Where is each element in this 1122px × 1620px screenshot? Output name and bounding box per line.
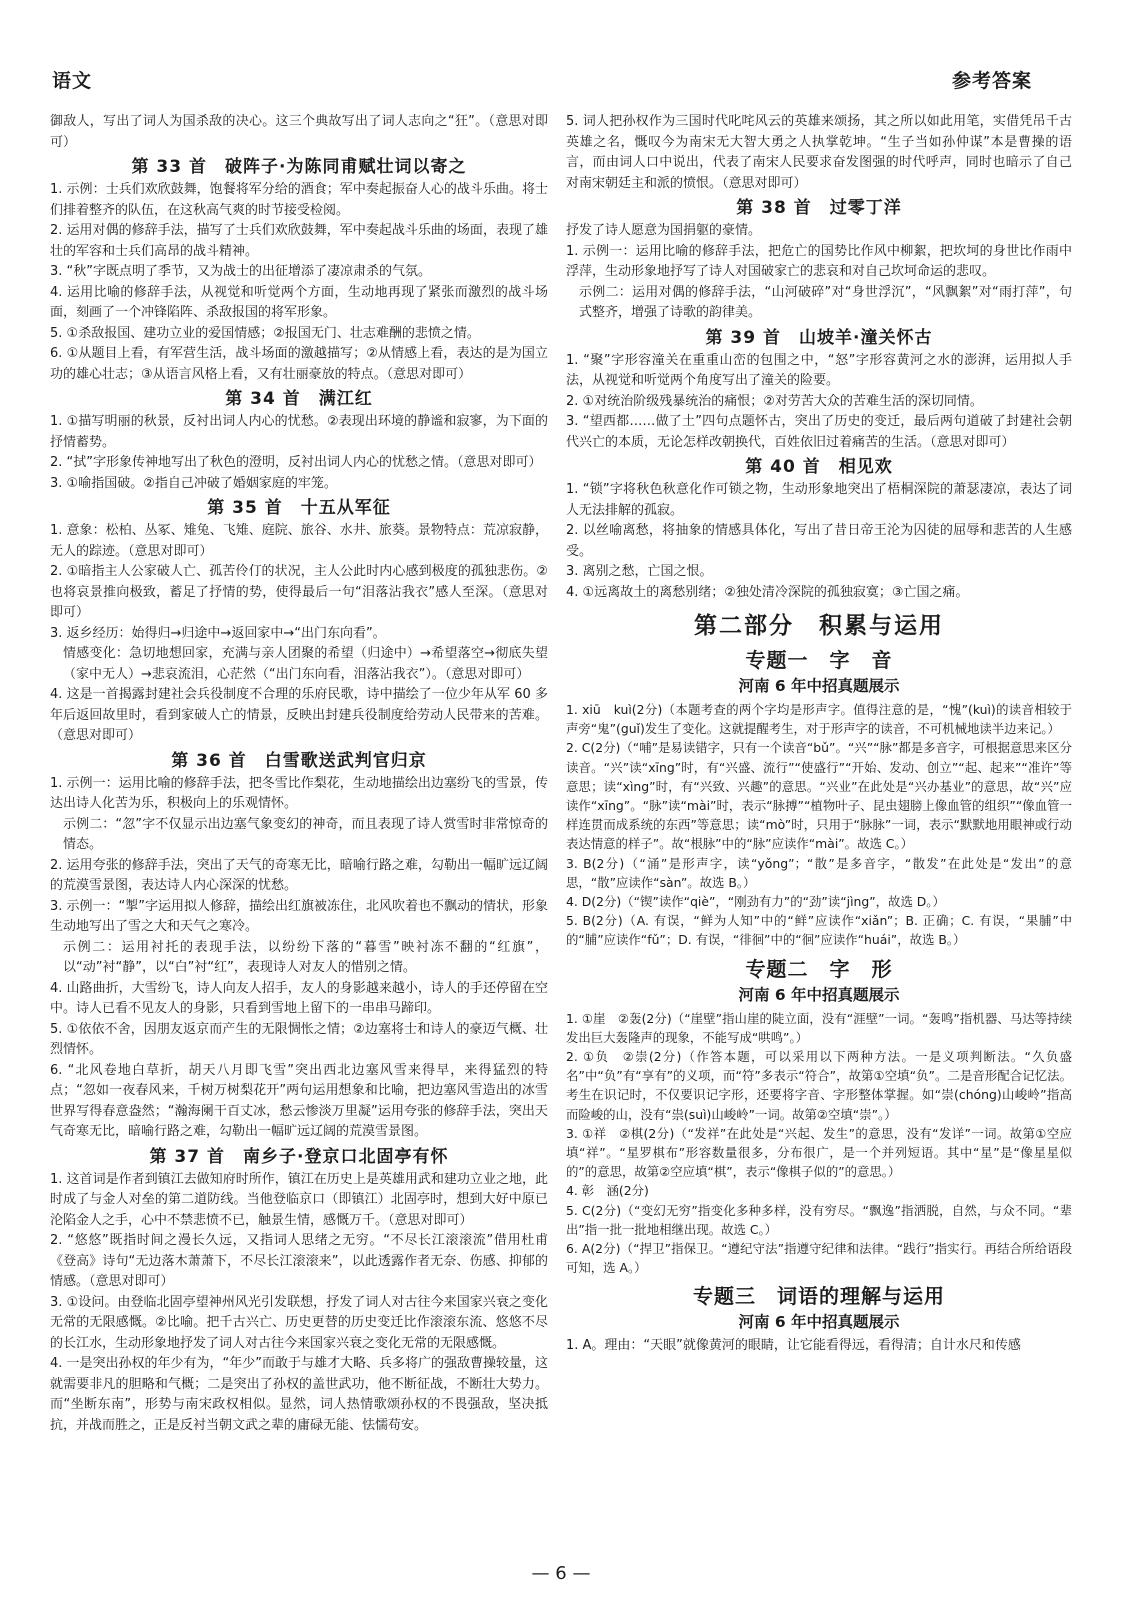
answer-item: 1. 示例一：运用比喻的修辞手法，把冬雪比作梨花，生动地描绘出边塞纷飞的雪景，传达出诗人化苦为乐，积极向上的乐观情怀。 xyxy=(50,775,548,811)
topic-1-title: 专题一 字 音 xyxy=(745,648,893,672)
answer-item: 3. ①祥 ②棋(2分)（“发祥”在此处是“兴起、发生”的意思，没有“发详”一词。故第①空应填“祥”。“星罗棋布”形容数量很多，分布很广，是一个并列短语。其中“星”是“像星星似的”的意思，故第②空应填“棋”，表示“像棋子似的”的意思。） xyxy=(566,1125,1072,1180)
answer-item: 1. ①崖 ②轰(2分)（“崖壁”指山崖的陡立面，没有“涯壁”一词。“轰鸣”指机器、马达等持续发出巨大轰隆声的现象，不能写成“哄鸣”。） xyxy=(566,1010,1072,1045)
answer-item: 1. ①描写明丽的秋景，反衬出词人内心的忧愁。②表现出环境的静谧和寂寥，为下面的抒情蓄势。 xyxy=(50,414,548,450)
answer-item: 3. “秋”字既点明了季节，又为战士的出征增添了凄凉肃杀的气氛。 xyxy=(50,264,432,279)
answer-item: 4. 山路曲折，大雪纷飞，诗人向友人招手，友人的身影越来越小，诗人的手还停留在空中。诗人已看不见友人的身影，只看到雪地上留下的一串串马蹄印。 xyxy=(50,980,548,1016)
answer-item: 4. 彰 涵(2分) xyxy=(566,1183,649,1199)
answer-item: 1. “锁”字将秋色秋意化作可锁之物，生动形象地突出了梧桐深院的萧瑟凄凉，表达了词人无法排解的孤寂。 xyxy=(566,482,1072,518)
topic-3-title: 专题三 词语的理解与运用 xyxy=(693,1284,945,1309)
answer-subitem: 情感变化：急切地想回家，充满与亲人团聚的希望（归途中）→希望落空→彻底失望（家中无人）→悲哀流泪，心茫然（“出门东向看，泪落沾我衣”）。（意思对即可） xyxy=(63,646,548,682)
answer-item: 5. ①依依不舍，因朋友返京而产生的无限惆怅之情；②边塞将士和诗人的豪迈气概、壮烈情怀。 xyxy=(50,1021,548,1057)
answer-item: 1. 意象：松柏、丛冢、雉兔、飞雉、庭院、旅谷、水井、旅葵。景物特点：荒凉寂静，无人的踪迹。（意思对即可） xyxy=(50,523,548,559)
answer-item: 5. 词人把孙权作为三国时代叱咤风云的英雄来颂扬，其之所以如此用笔，实借凭吊千古英雄之名，慨叹今为南宋无大智大勇之人执掌乾坤。“生子当如孙仲谋”本是曹操的语言，而由词人口中说出，代表了南宋人民要求奋发图强的时代呼声，同时也暗示了自己对南宋朝廷主和派的愤恨。（意思对即可） xyxy=(566,114,1072,191)
subject-label: 语文 xyxy=(52,70,93,92)
answer-item: 4. 这是一首揭露封建社会兵役制度不合理的乐府民歌，诗中描绘了一位少年从军 60 多年后返回故里时，看到家破人亡的情景，反映出封建兵役制度给劳动人民带来的苦难。（意思对即可） xyxy=(50,687,548,743)
answer-item: 3. B(2分)（“涌”是形声字，读“yǒng”；“散”是多音字，“散发”在此处是“发出”的意思，“散”应读作“sàn”。故选 B。） xyxy=(566,855,1072,890)
poem-34-title: 第 34 首 满江红 xyxy=(225,389,373,409)
topic-2-answers xyxy=(566,1009,1072,1278)
poem-38-title: 第 38 首 过零丁洋 xyxy=(736,198,902,218)
answer-item: 4. ①远离故土的离愁别绪；②独处清冷深院的孤独寂寞；③亡国之痛。 xyxy=(566,584,969,600)
answer-item: 3. “望西都……做了土”四句点题怀古，突出了历史的变迁，最后两句道破了封建社会朝代兴亡的本质，无论怎样改朝换代，百姓依旧过着痛苦的生活。（意思对即可） xyxy=(566,414,1072,450)
topic-1-answers xyxy=(566,700,1072,950)
answer-item: 5. ①杀敌报国、建功立业的爱国情感；②报国无门、壮志难酬的悲愤之情。 xyxy=(50,325,480,341)
answer-subitem: 示例二：运用衬托的表现手法，以纷纷下落的“暮雪”映衬冻不翻的“红旗”，以“动”衬“静”，以“白”衬“红”，表现诗人对友人的惜别之情。 xyxy=(63,939,548,975)
answer-item: 3. 返乡经历：始得归→归途中→返回家中→“出门东向看”。 xyxy=(50,625,386,641)
answer-item: 1. 这首词是作者到镇江去做知府时所作，镇江在历史上是英雄用武和建功立业之地，此时成了与金人对垒的第二道防线。当他登临京口（即镇江）北固亭时，想到大好中原已沦陷金人之手，心中不禁悲愤不已，触景生情，感慨万千。（意思对即可） xyxy=(50,1171,548,1228)
answer-item: 4. D(2分)（“锲”读作“qiè”，“刚劲有力”的“劲”读“jìng”，故选 D。） xyxy=(566,894,945,910)
answer-item: 2. “悠悠”既指时间之漫长久远，又指词人思绪之无穷。“不尽长江滚滚流”借用杜甫《登高》诗句“无边落木萧萧下，不尽长江滚滚来”，以此透露作者无奈、伤感、抑郁的情感。（意思对即可） xyxy=(50,1233,548,1289)
poem-35-title: 第 35 首 十五从军征 xyxy=(207,498,391,518)
answer-item: 2. ①负 ②崇(2分)（作答本题，可以采用以下两种方法。一是义项判断法。“久负盛名”中“负”有“享有”的义项，而“符”多表示“符合”，故第①空填“负”。二是音形配合记忆法。考生在识记时，不仅要识记字形，还要将字音、字形整体掌握。如“崇(chóng)山峻岭”指高而险峻的山，没有“祟(suì)山峻岭”一词。故第②空填“崇”。） xyxy=(566,1049,1072,1122)
poem-36-title: 第 36 首 白雪歌送武判官归京 xyxy=(171,750,427,771)
answer-item: 5. B(2分)（A. 有误，“鲜为人知”中的“鲜”应读作“xiǎn”；B. 正确；C. 有误，“果脯”中的“脯”应读作“fǔ”；D. 有误，“徘徊”中的“徊”应读作“huái”，故选 B。） xyxy=(566,913,1072,948)
answer-item: 3. 离别之愁，亡国之恨。 xyxy=(566,564,713,579)
poem-40-title: 第 40 首 相见欢 xyxy=(745,457,893,477)
answer-item: 2. “拭”字形象传神地写出了秋色的澄明，反衬出词人内心的忧愁之情。（意思对即可） xyxy=(50,455,542,470)
answer-subitem: 示例二：“忽”字不仅显示出边塞气象变幻的神奇，而且表现了诗人赏雪时非常惊奇的情态。 xyxy=(63,816,548,852)
answer-item: 抒发了诗人愿意为国捐躯的豪情。 xyxy=(566,223,762,238)
answer-item: 4. 一是突出孙权的年少有为，“年少”而敢于与雄才大略、兵多将广的强敌曹操较量，这就需要非凡的胆略和气概；二是突出了孙权的盖世武功，他不断征战，不断壮大势力。而“坐断东南”，形势与南宋政权相似。显然，词人热情歌颂孙权的不畏强敌，坚决抵抗，并战而胜之，正是反衬当朝文武之辈的庸碌无能、怯懦苟安。 xyxy=(50,1356,548,1433)
answer-item: 3. ①设问。由登临北固亭望神州风光引发联想，抒发了词人对古往今来国家兴衰之变化无常的无限感慨。②比喻。把千古兴亡、历史更替的历史变迁比作滚滚东流、悠悠不尽的长江水，生动形象地抒发了词人对古往今来国家兴衰之变化无常的无限感慨。 xyxy=(50,1294,548,1351)
answer-item: 2. 运用夸张的修辞手法，突出了天气的奇寒无比，暗喻行路之难，勾勒出一幅旷远辽阔的荒漠雪景图，表达诗人内心深深的忧愁。 xyxy=(50,857,548,893)
answer-item: 2. 以丝喻离愁，将抽象的情感具体化，写出了昔日帝王沦为囚徒的屈辱和悲苦的人生感受。 xyxy=(566,523,1072,559)
answer-item: 3. ①喻指国破。②指自己冲破了婚姻家庭的牢笼。 xyxy=(50,475,337,491)
answer-item: 4. 运用比喻的修辞手法，从视觉和听觉两个方面，生动地再现了紧张而激烈的战斗场面，刻画了一个冲锋陷阵、杀敌报国的将军形象。 xyxy=(50,284,548,320)
answer-item: 2. ①暗指主人公家破人亡、孤苦伶仃的状况，主人公此时内心感到极度的孤独悲伤。②也将哀景推向极致，蓄足了抒情的势，使得最后一句“泪落沾我衣”感人至深。（意思对即可） xyxy=(50,564,548,620)
answer-item: 6. ①从题目上看，有军营生活，战斗场面的激越描写；②从情感上看，表达的是为国立功的雄心壮志；③从语言风格上看，又有壮丽豪放的特点。（意思对即可） xyxy=(50,346,548,382)
answer-item: 3. 示例一：“掣”字运用拟人修辞，描绘出红旗被冻住，北风吹着也不飘动的情状，形象生动地写出了雪之大和天气之寒冷。 xyxy=(50,898,548,934)
answer-item: 6. “北风卷地白草折，胡天八月即飞雪”突出西北边塞风雪来得早，来得猛烈的特点；“忽如一夜春风来，千树万树梨花开”两句运用想象和比喻，把边塞风雪造出的冰雪世界写得春意盎然；“瀚海阑干百丈冰，愁云惨淡万里凝”运用夸张的修辞手法，突出天气奇寒无比，暗喻行路之难，勾勒出一幅旷远辽阔的荒漠雪景图。 xyxy=(50,1062,548,1139)
answer-subitem: 示例二：运用对偶的修辞手法，“山河破碎”对“身世浮沉”，“风飘絮”对“雨打萍”，句式整齐，增强了诗歌的韵律美。 xyxy=(579,284,1072,320)
poem-37-title: 第 37 首 南乡子·登京口北固亭有怀 xyxy=(149,1146,449,1167)
answer-item: 5. C(2分)（“变幻无穷”指变化多种多样，没有穷尽。“飘逸”指洒脱，自然，与众不同。“辈出”指一批一批地相继出现。故选 C。） xyxy=(566,1202,1072,1237)
answer-item: 2. 运用对偶的修辞手法，描写了士兵们欢欣鼓舞，军中奏起战斗乐曲的场面，表现了雄壮的军容和士兵们高昂的战斗精神。 xyxy=(50,223,548,259)
topic-1-subtitle: 河南 6 年中招真题展示 xyxy=(738,677,900,695)
answer-item: 2. C(2分)（“哺”是易读错字，只有一个读音“bǔ”。“兴”“脉”都是多音字，可根据意思来区分读音。“兴”读“xīng”时，有“兴盛、流行”“使盛行”“开始、发动、创立”“起、起来”“准许”等意思；读“xìng”时，有“兴致、兴趣”的意思。“兴业”在此处是“兴办基业”的意思，故“兴”应读作“xīng”。“脉”读“mài”时，表示“脉搏”“植物叶子、昆虫翅膀上像血管的组织”“像血管一样连贯而成系统的东西”等意思；读“mò”时，只用于“脉脉”一词，表示“默默地用眼神或行动表达情意的样子”。故“根脉”中的“脉”应读作“mài”。故选 C。） xyxy=(566,740,1072,852)
poem-39-title: 第 39 首 山坡羊·潼关怀古 xyxy=(705,327,933,348)
answer-item: 1. A。理由：“天眼”就像黄河的眼睛，让它能看得远，看得清；自计水尺和传感 xyxy=(566,1338,1021,1354)
topic-2-subtitle: 河南 6 年中招真题展示 xyxy=(738,985,900,1004)
right-column xyxy=(566,112,1072,1552)
answer-item: 1. xiū kuì(2分)（本题考查的两个字均是形声字。值得注意的是，“愧”(kuì)的读音相较于声旁“鬼”(guǐ)发生了变化。这就提醒考生，对于形声字的读音，不可机械地读半边来记。） xyxy=(566,702,1072,737)
answer-item: 6. A(2分)（“捍卫”指保卫。“遵纪守法”指遵守纪律和法律。“践行”指实行。再结合所给语段可知，选 A。） xyxy=(566,1241,1072,1276)
poem-33-title: 第 33 首 破阵子·为陈同甫赋壮词以寄之 xyxy=(131,157,467,177)
answer-item: 1. 示例：士兵们欢欣鼓舞，饱餐将军分给的酒食；军中奏起振奋人心的战斗乐曲。将士们排着整齐的队伍，在这秋高气爽的时节接受检阅。 xyxy=(50,182,548,218)
answer-item: 1. “聚”字形容潼关在重重山峦的包围之中，“怒”字形容黄河之水的澎湃，运用拟人手法，从视觉和听觉两个角度写出了潼关的险要。 xyxy=(566,352,1072,388)
answer-key-title: 参考答案 xyxy=(951,70,1032,92)
left-column xyxy=(50,112,548,1552)
answer-item: 1. 示例一：运用比喻的修辞手法，把危亡的国势比作风中柳絮，把坎坷的身世比作雨中浮萍，生动形象地抒写了诗人对国破家亡的悲哀和对自己坎坷命运的悲叹。 xyxy=(566,243,1072,279)
answer-item: 御敌人，写出了词人为国杀敌的决心。这三个典故写出了词人志向之“狂”。（意思对即可） xyxy=(50,114,548,150)
answer-item: 2. ①对统治阶级残暴统治的痛恨；②对劳苦大众的苦难生活的深切同情。 xyxy=(566,393,983,409)
part-2-title: 第二部分 积累与运用 xyxy=(694,613,944,639)
topic-3-subtitle: 河南 6 年中招真题展示 xyxy=(738,1313,900,1332)
page-number: — 6 — xyxy=(531,1563,591,1584)
topic-2-title: 专题二 字 形 xyxy=(745,956,893,981)
